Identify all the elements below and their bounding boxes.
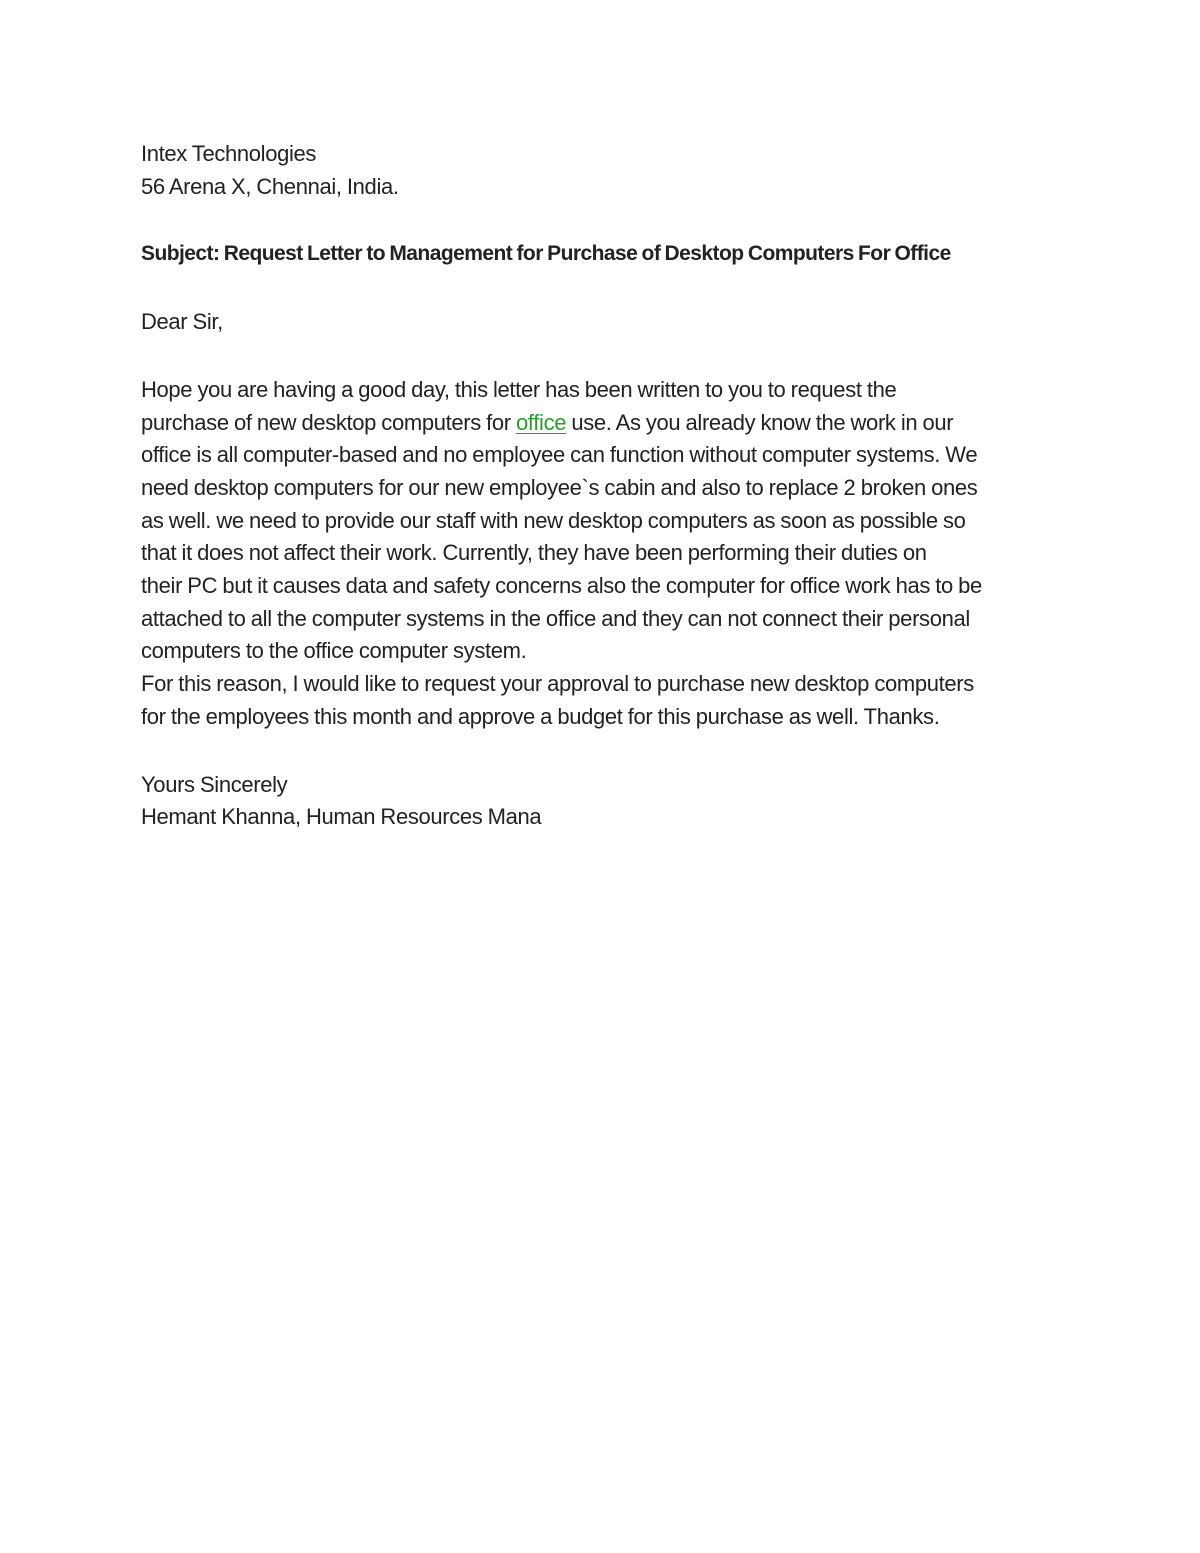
body-line: that it does not affect their work. Currently, they have been performing their duties on	[141, 540, 927, 566]
body-line: as well. we need to provide our staff with new desktop computers as soon as possible so	[141, 507, 966, 533]
spacer	[141, 734, 1071, 769]
letter-content	[141, 138, 1071, 834]
company-street: 56 Arena X, Chennai, India.	[141, 173, 399, 199]
body-line: their PC but it causes data and safety concerns also the computer for office work has to be	[141, 573, 982, 599]
spacer	[141, 203, 1071, 238]
body-line	[141, 407, 1071, 440]
body-text: use. As you already know the work in our	[566, 409, 954, 435]
body-line: Hope you are having a good day, this letter has been written to you to request the	[141, 376, 897, 402]
body-line: attached to all the computer systems in the office and they can not connect their personal	[141, 605, 970, 631]
body-line: for the employees this month and approve a budget for this purchase as well. Thanks.	[141, 703, 940, 729]
company-name: Intex Technologies	[141, 141, 317, 166]
body-line: For this reason, I would like to request your approval to purchase new desktop computers	[141, 671, 974, 697]
body-text: purchase of new desktop computers for	[141, 409, 517, 435]
body-line: computers to the office computer system.	[141, 638, 527, 664]
body-line: need desktop computers for our new employee`s cabin and also to replace 2 broken ones	[141, 474, 978, 500]
letter-body	[141, 374, 1071, 734]
subject-line: Subject: Request Letter to Management for Purchase of Desktop Computers For Office	[141, 242, 951, 266]
spacer	[141, 339, 1071, 374]
salutation: Dear Sir,	[141, 309, 223, 335]
office-link[interactable]: office	[516, 409, 567, 435]
signature: Hemant Khanna, Human Resources Mana	[141, 804, 542, 830]
spacer	[141, 271, 1071, 306]
body-line: office is all computer-based and no employee can function without computer systems. We	[141, 442, 978, 468]
closing: Yours Sincerely	[141, 771, 288, 797]
sender-address	[141, 138, 1071, 203]
